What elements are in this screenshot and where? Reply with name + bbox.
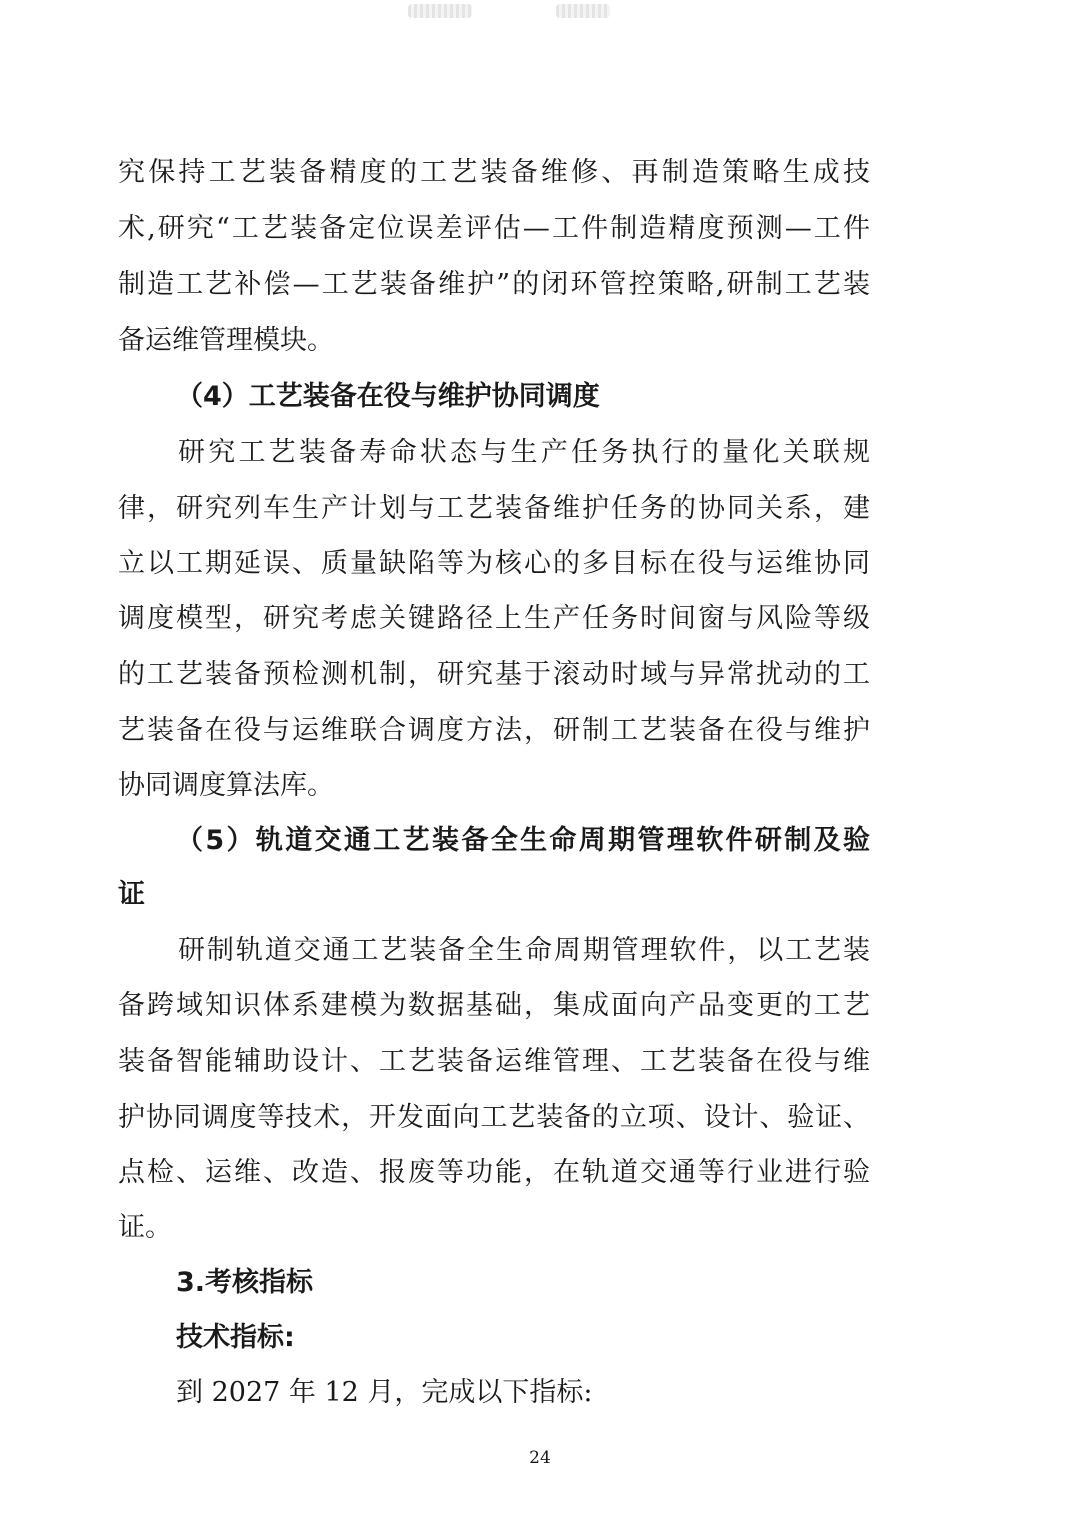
body-line: 护协同调度等技术，开发面向工艺装备的立项、设计、验证、 — [118, 1102, 870, 1133]
body-line: 到 2027 年 12 月，完成以下指标: — [176, 1377, 593, 1408]
subheading: 技术指标: — [176, 1322, 295, 1353]
body-line: 证。 — [118, 1212, 172, 1243]
body-line: 律，研究列车生产计划与工艺装备维护任务的协同关系，建 — [118, 493, 870, 524]
scan-artifact — [556, 4, 610, 18]
section-heading: 3.考核指标 — [176, 1267, 314, 1298]
body-line: 艺装备在役与运维联合调度方法，研制工艺装备在役与维护 — [118, 715, 870, 746]
body-line: 术,研究“工艺装备定位误差评估—工件制造精度预测—工件 — [118, 213, 870, 244]
body-line: 立以工期延误、质量缺陷等为核心的多目标在役与运维协同 — [118, 548, 870, 579]
body-line: 制造工艺补偿—工艺装备维护”的闭环管控策略,研制工艺装 — [118, 269, 870, 300]
body-line: 协同调度算法库。 — [118, 770, 334, 801]
body-line: 装备智能辅助设计、工艺装备运维管理、工艺装备在役与维 — [118, 1046, 870, 1077]
body-line: 的工艺装备预检测机制，研究基于滚动时域与异常扰动的工 — [118, 659, 870, 690]
section-heading-continued: 证 — [118, 879, 145, 910]
body-line: 研究工艺装备寿命状态与生产任务执行的量化关联规 — [178, 437, 870, 468]
section-heading: （4）工艺装备在役与维护协同调度 — [176, 381, 600, 412]
body-line: 备运维管理模块。 — [118, 325, 334, 356]
page-number: 24 — [529, 1448, 551, 1468]
scan-artifact — [408, 4, 472, 18]
body-line: 究保持工艺装备精度的工艺装备维修、再制造策略生成技 — [118, 157, 870, 188]
body-line: 点检、运维、改造、报废等功能，在轨道交通等行业进行验 — [118, 1157, 870, 1188]
section-heading: （5）轨道交通工艺装备全生命周期管理软件研制及验 — [176, 825, 870, 856]
body-line: 研制轨道交通工艺装备全生命周期管理软件，以工艺装 — [178, 935, 870, 966]
body-line: 调度模型，研究考虑关键路径上生产任务时间窗与风险等级 — [118, 603, 870, 634]
body-line: 备跨域知识体系建模为数据基础，集成面向产品变更的工艺 — [118, 990, 870, 1021]
